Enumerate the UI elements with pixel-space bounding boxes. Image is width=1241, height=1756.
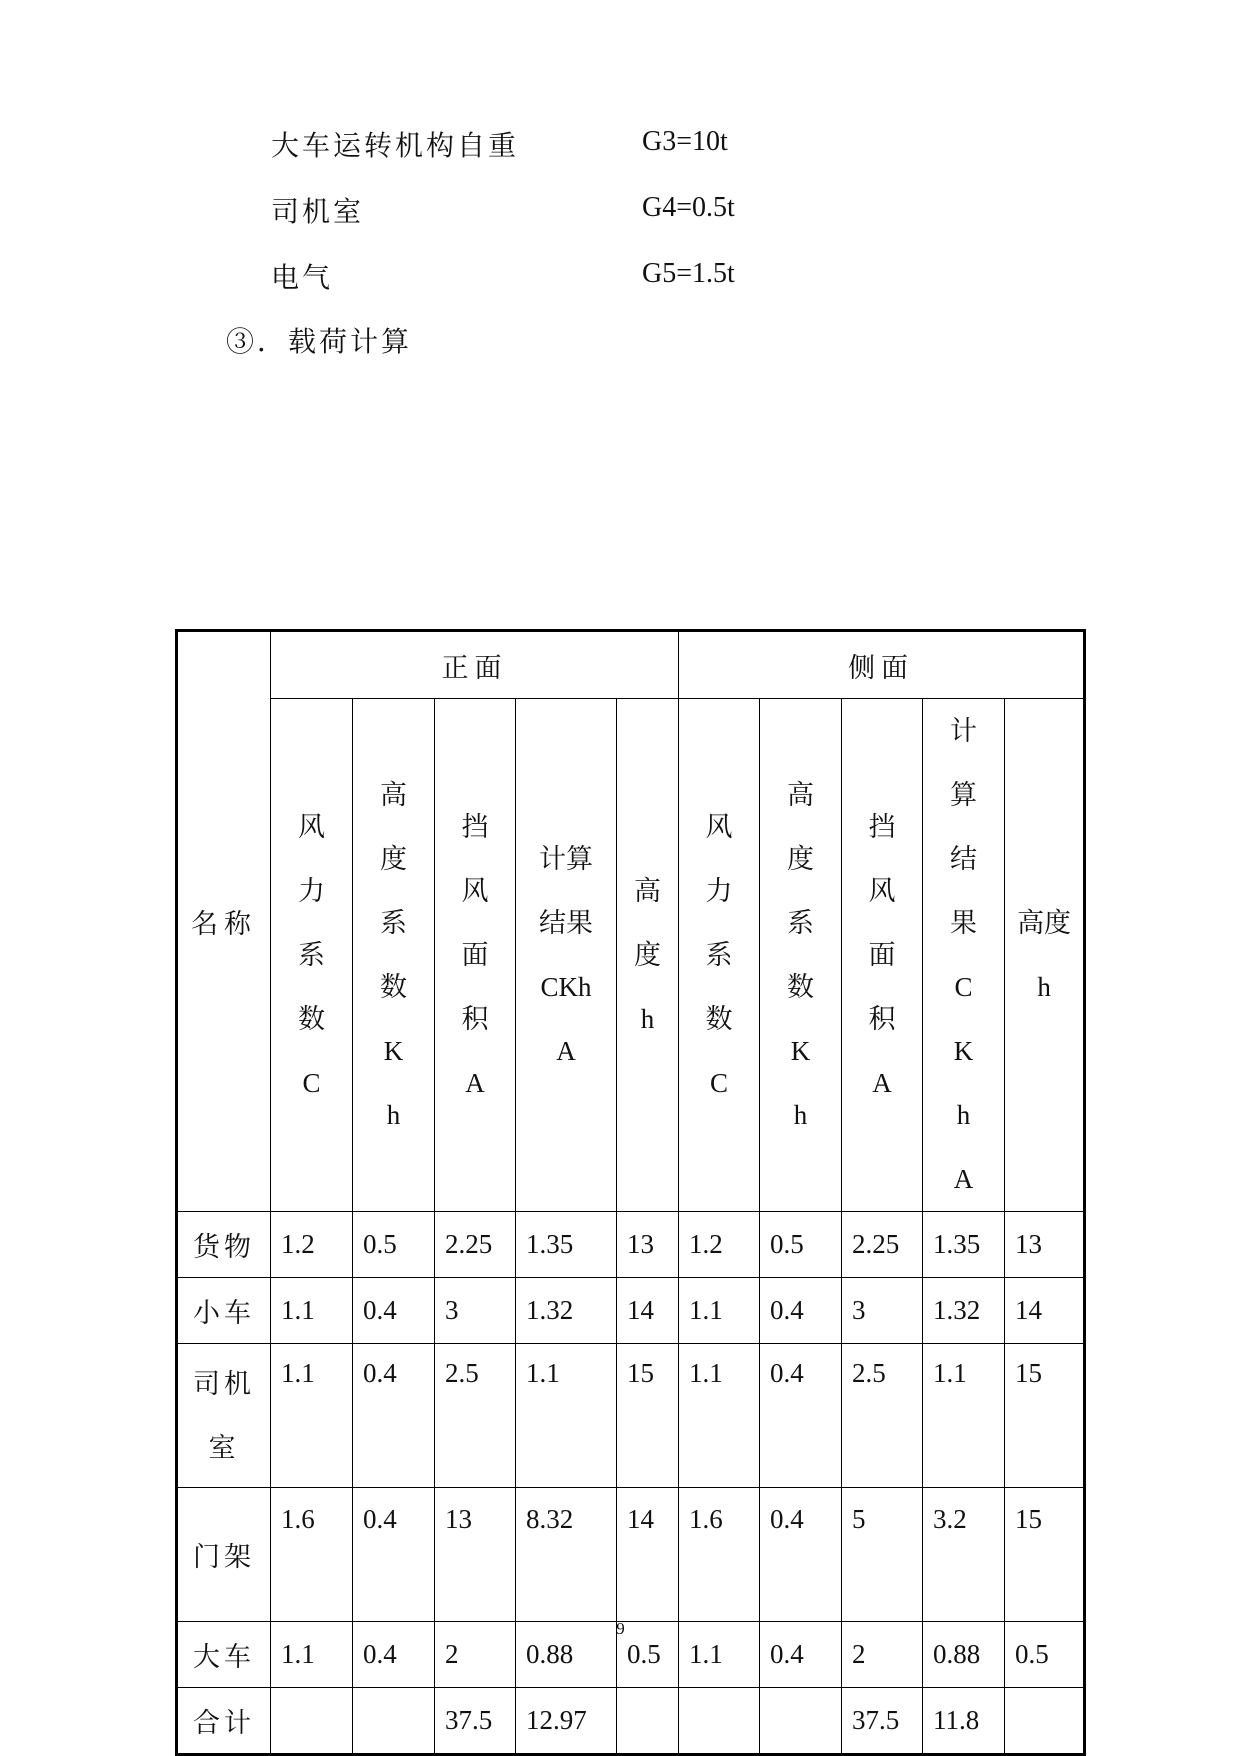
cell-side-2 — [760, 1688, 842, 1755]
cell-front-3: 2.5 — [435, 1344, 516, 1488]
col-header-side-5 — [1005, 699, 1085, 1212]
cell-front-4: 1.1 — [516, 1344, 617, 1488]
col-header-front-1 — [271, 699, 353, 1212]
col-header-side-2 — [760, 699, 842, 1212]
col-header-side-1 — [679, 699, 760, 1212]
col-header-text: 计算结果CKhA — [950, 716, 978, 1194]
cell-side-2: 0.4 — [760, 1488, 842, 1622]
table-row — [177, 1488, 1085, 1622]
col-header-text: 高度系数Kh — [787, 780, 815, 1130]
cell-side-2: 0.4 — [760, 1278, 842, 1344]
cell-side-4: 11.8 — [923, 1688, 1005, 1755]
col-header-text: 风力系数C — [705, 812, 733, 1098]
table-row — [177, 1212, 1085, 1278]
cell-side-3: 2.25 — [842, 1212, 923, 1278]
cell-side-5: 13 — [1005, 1212, 1085, 1278]
cell-front-2: 0.4 — [353, 1622, 435, 1688]
cell-front-1: 1.1 — [271, 1622, 353, 1688]
cell-side-5 — [1005, 1688, 1085, 1755]
cell-front-2: 0.4 — [353, 1278, 435, 1344]
cell-front-4: 1.32 — [516, 1278, 617, 1344]
wind-load-table — [175, 629, 1086, 1756]
page-number: 9 — [616, 1619, 625, 1638]
cell-side-3: 5 — [842, 1488, 923, 1622]
cell-front-3: 2.25 — [435, 1212, 516, 1278]
weight-label-g3: 大车运转机构自重 — [271, 129, 520, 162]
cell-front-4: 8.32 — [516, 1488, 617, 1622]
cell-front-3: 37.5 — [435, 1688, 516, 1755]
table-row — [177, 1278, 1085, 1344]
cell-side-3: 2 — [842, 1622, 923, 1688]
cell-side-1: 1.2 — [679, 1212, 760, 1278]
cell-front-5: 0.5 — [617, 1622, 679, 1688]
cell-side-4: 1.1 — [923, 1344, 1005, 1488]
cell-side-1: 1.1 — [679, 1344, 760, 1488]
row-name: 司机室 — [177, 1344, 271, 1488]
weight-label-g4: 司机室 — [271, 195, 365, 228]
col-header-front-2 — [353, 699, 435, 1212]
col-header-front-3 — [435, 699, 516, 1212]
col-header-side-3 — [842, 699, 923, 1212]
weight-label-g5: 电气 — [271, 261, 334, 294]
cell-side-1 — [679, 1688, 760, 1755]
col-header-text: 高度系数Kh — [380, 780, 407, 1130]
cell-front-5: 13 — [617, 1212, 679, 1278]
cell-side-5: 14 — [1005, 1278, 1085, 1344]
cell-front-2: 0.4 — [353, 1488, 435, 1622]
header-front: 正面 — [271, 631, 679, 699]
col-header-side-4 — [923, 699, 1005, 1212]
col-header-front-5 — [617, 699, 679, 1212]
col-header-text: 挡风面积A — [868, 812, 896, 1098]
row-name: 货物 — [177, 1212, 271, 1278]
header-side: 侧面 — [679, 631, 1085, 699]
cell-front-1: 1.1 — [271, 1344, 353, 1488]
cell-side-3: 37.5 — [842, 1688, 923, 1755]
table-row — [177, 1688, 1085, 1755]
cell-side-4: 0.88 — [923, 1622, 1005, 1688]
cell-front-3: 3 — [435, 1278, 516, 1344]
table-row — [177, 1344, 1085, 1488]
cell-side-3: 3 — [842, 1278, 923, 1344]
weight-value-g5: G5=1.5t — [642, 258, 735, 289]
header-name: 名称 — [177, 631, 271, 1212]
cell-side-4: 3.2 — [923, 1488, 1005, 1622]
col-header-text: 计算结果CKhA — [539, 844, 593, 1066]
cell-front-4: 1.35 — [516, 1212, 617, 1278]
row-name: 门架 — [177, 1488, 271, 1622]
cell-side-2: 0.5 — [760, 1212, 842, 1278]
row-name: 大车 — [177, 1622, 271, 1688]
cell-front-5: 15 — [617, 1344, 679, 1488]
cell-front-2: 0.5 — [353, 1212, 435, 1278]
col-header-text: 高度h — [634, 876, 662, 1034]
cell-front-1: 1.6 — [271, 1488, 353, 1622]
cell-side-3: 2.5 — [842, 1344, 923, 1488]
col-header-text: 风力系数C — [298, 812, 325, 1098]
cell-front-5: 14 — [617, 1488, 679, 1622]
cell-front-3: 13 — [435, 1488, 516, 1622]
cell-side-4: 1.32 — [923, 1278, 1005, 1344]
weight-value-g4: G4=0.5t — [642, 192, 735, 223]
row-name: 小车 — [177, 1278, 271, 1344]
col-header-text: 挡风面积A — [461, 812, 489, 1098]
col-header-text: 高度h — [1017, 908, 1072, 1002]
cell-front-5 — [617, 1688, 679, 1755]
cell-front-4: 12.97 — [516, 1688, 617, 1755]
cell-side-1: 1.6 — [679, 1488, 760, 1622]
cell-side-2: 0.4 — [760, 1344, 842, 1488]
cell-side-1: 1.1 — [679, 1278, 760, 1344]
weight-value-g3: G3=10t — [642, 126, 728, 157]
row-name: 合计 — [177, 1688, 271, 1755]
cell-front-2 — [353, 1688, 435, 1755]
cell-side-5: 15 — [1005, 1344, 1085, 1488]
cell-side-4: 1.35 — [923, 1212, 1005, 1278]
cell-side-5: 15 — [1005, 1488, 1085, 1622]
cell-front-5: 14 — [617, 1278, 679, 1344]
cell-front-3: 2 — [435, 1622, 516, 1688]
cell-side-2: 0.4 — [760, 1622, 842, 1688]
cell-front-1 — [271, 1688, 353, 1755]
cell-side-1: 1.1 — [679, 1622, 760, 1688]
cell-front-2: 0.4 — [353, 1344, 435, 1488]
cell-front-1: 1.2 — [271, 1212, 353, 1278]
cell-front-1: 1.1 — [271, 1278, 353, 1344]
col-header-front-4 — [516, 699, 617, 1212]
section-heading: ③．载荷计算 — [226, 325, 413, 358]
cell-front-4: 0.88 — [516, 1622, 617, 1688]
cell-side-5: 0.5 — [1005, 1622, 1085, 1688]
